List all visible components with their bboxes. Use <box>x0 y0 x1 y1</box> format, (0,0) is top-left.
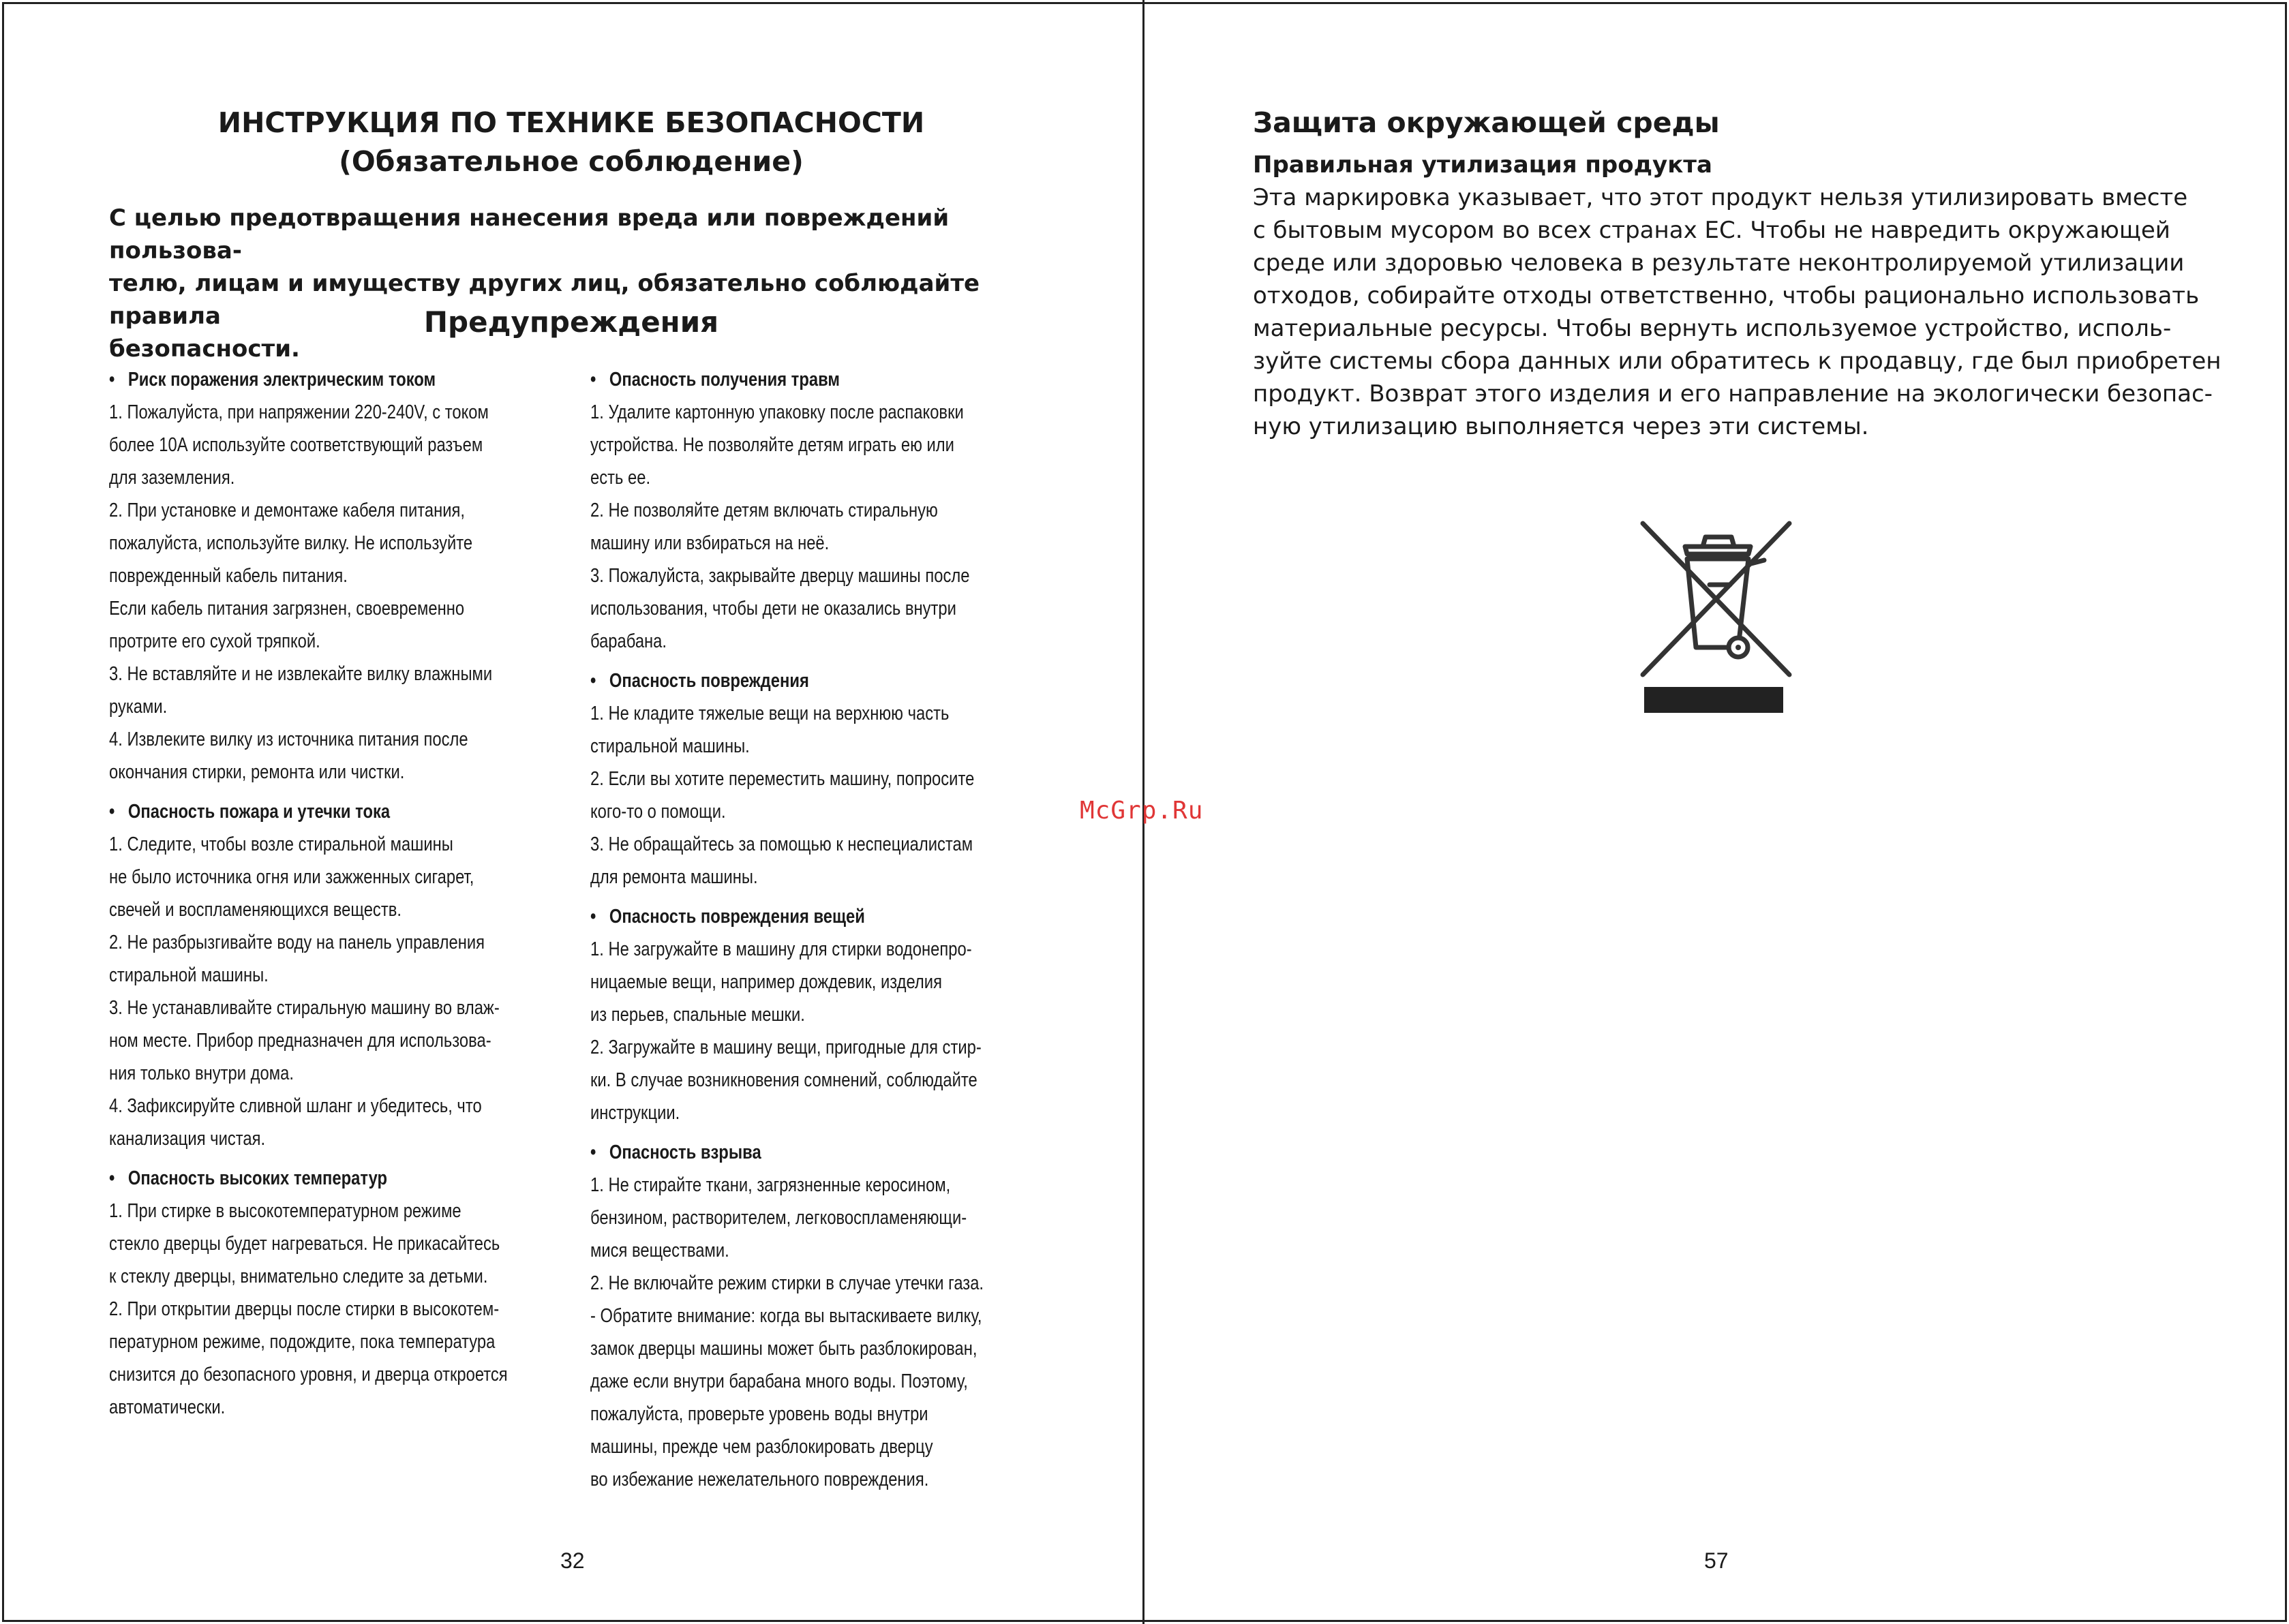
warning-line: 2. При установке и демонтаже кабеля питания, <box>109 500 466 521</box>
warning-line: ном месте. Прибор предназначен для использова- <box>109 1030 491 1052</box>
warning-line: есть ее. <box>590 467 651 489</box>
warning-section <box>590 1136 984 1496</box>
warning-title-text: Опасность высоких температур <box>127 1167 388 1189</box>
page-number: 57 <box>1704 1548 1729 1573</box>
warning-line: пературном режиме, подождите, пока температура <box>109 1331 496 1353</box>
warning-line: кого-то о помощи. <box>590 801 726 823</box>
warning-line: бензином, растворителем, легковоспламеняющи- <box>590 1207 967 1229</box>
intro-line: безопасности. <box>109 335 300 363</box>
disposal-line: продукт. Возврат этого изделия и его направление на экологически безопас- <box>1253 380 2213 408</box>
warning-line: для ремонта машины. <box>590 866 758 888</box>
warnings-heading: Предупреждения <box>423 305 719 339</box>
bullet-icon: • <box>109 1167 115 1189</box>
intro-line: С целью предотвращения нанесения вреда или повреждений пользова- <box>109 204 950 264</box>
warning-line: 1. Пожалуйста, при напряжении 220-240V, с током <box>109 401 489 423</box>
warning-line: руками. <box>109 696 168 718</box>
warning-section <box>109 363 508 788</box>
watermark: McGrp.Ru <box>1080 797 1204 825</box>
warning-line: свечей и воспламеняющихся веществ. <box>109 899 401 921</box>
warning-line: снизится до безопасного уровня, и дверца откроется <box>109 1364 508 1385</box>
bullet-icon: • <box>590 670 596 692</box>
warning-line: 1. Не стирайте ткани, загрязненные керосином, <box>590 1174 951 1196</box>
warning-line: 1. При стирке в высокотемпературном режиме <box>109 1200 461 1222</box>
warning-line: 1. Следите, чтобы возле стиральной машины <box>109 833 453 855</box>
warning-section <box>590 363 984 658</box>
disposal-line: отходов, собирайте отходы ответственно, чтобы рационально использовать <box>1253 282 2200 309</box>
warning-section-title <box>109 795 508 828</box>
warning-line: канализация чистая. <box>109 1128 266 1150</box>
warning-line: автоматически. <box>109 1396 226 1418</box>
page-title: ИНСТРУКЦИЯ ПО ТЕХНИКЕ БЕЗОПАСНОСТИ <box>217 106 925 139</box>
warning-section-title <box>109 1162 508 1195</box>
warning-line: 2. Не включайте режим стирки в случае утечки газа. <box>590 1272 984 1294</box>
warning-line: 2. Не разбрызгивайте воду на панель управления <box>109 932 485 953</box>
disposal-subtitle: Правильная утилизация продукта <box>1253 151 1712 179</box>
warning-line: 1. Не загружайте в машину для стирки водонепро- <box>590 938 972 960</box>
warning-section-title <box>590 900 984 933</box>
warning-line: ницаемые вещи, например дождевик, изделия <box>590 971 942 993</box>
warning-line: пожалуйста, используйте вилку. Не используйте <box>109 532 473 554</box>
warning-line: 2. При открытии дверцы после стирки в высокотем- <box>109 1298 500 1320</box>
warning-title-text: Риск поражения электрическим током <box>127 369 436 390</box>
warning-title-text: Опасность повреждения вещей <box>609 906 865 928</box>
warning-section-title <box>109 363 508 396</box>
bullet-icon: • <box>590 1142 596 1163</box>
warning-line: 3. Пожалуйста, закрывайте дверцу машины после <box>590 565 970 587</box>
warning-title-text: Опасность повреждения <box>609 670 809 692</box>
warning-line: ки. В случае возникновения сомнений, соблюдайте <box>590 1069 977 1091</box>
warning-line: стиральной машины. <box>590 735 750 757</box>
page-subtitle: (Обязательное соблюдение) <box>339 145 804 178</box>
warning-line: замок дверцы машины может быть разблокирован, <box>590 1338 977 1360</box>
crossed-out-wheelie-bin-icon <box>1636 517 1800 718</box>
warnings-column-1 <box>109 363 508 1430</box>
warning-line: машину или взбираться на неё. <box>590 532 830 554</box>
warning-line: стиральной машины. <box>109 964 269 986</box>
warning-line: поврежденный кабель питания. <box>109 565 348 587</box>
environment-title: Защита окружающей среды <box>1253 106 1720 139</box>
warning-section <box>109 795 508 1155</box>
warning-line: окончания стирки, ремонта или чистки. <box>109 761 405 783</box>
warning-line: устройства. Не позволяйте детям играть ею или <box>590 434 954 456</box>
warning-line: Если кабель питания загрязнен, своевременно <box>109 598 465 619</box>
disposal-paragraph <box>1253 181 2221 443</box>
page-number: 32 <box>560 1548 585 1573</box>
warning-title-text: Опасность пожара и утечки тока <box>127 801 391 823</box>
warning-line: 2. Не позволяйте детям включать стиральную <box>590 500 938 521</box>
warning-line: 1. Не кладите тяжелые вещи на верхнюю часть <box>590 703 950 724</box>
disposal-line: материальные ресурсы. Чтобы вернуть используемое устройство, исполь- <box>1253 315 2172 342</box>
disposal-line: ную утилизацию выполняется через эти системы. <box>1253 413 1869 440</box>
warnings-column-2 <box>590 363 984 1503</box>
warning-title-text: Опасность взрыва <box>609 1142 761 1163</box>
warning-line: из перьев, спальные мешки. <box>590 1004 805 1026</box>
warning-line: - Обратите внимание: когда вы вытаскиваете вилку, <box>590 1305 982 1327</box>
disposal-line: Эта маркировка указывает, что этот продукт нельзя утилизировать вместе <box>1253 184 2188 211</box>
warning-line: стекло дверцы будет нагреваться. Не прикасайтесь <box>109 1233 500 1255</box>
warning-section-title <box>590 363 984 396</box>
warning-line: 4. Извлеките вилку из источника питания после <box>109 729 468 750</box>
warning-line: ния только внутри дома. <box>109 1062 294 1084</box>
warning-line: к стеклу дверцы, внимательно следите за детьми. <box>109 1266 488 1287</box>
warning-section <box>109 1162 508 1424</box>
warning-line: машины, прежде чем разблокировать дверцу <box>590 1436 933 1458</box>
warning-line: протрите его сухой тряпкой. <box>109 630 320 652</box>
warning-section-title <box>590 1136 984 1169</box>
warning-line: во избежание нежелательного повреждения. <box>590 1469 929 1490</box>
bullet-icon: • <box>109 369 115 390</box>
disposal-line: с бытовым мусором во всех странах ЕС. Чтобы не навредить окружающей <box>1253 217 2170 244</box>
warning-line: 2. Загружайте в машину вещи, пригодные для стир- <box>590 1037 982 1058</box>
warning-line: 2. Если вы хотите переместить машину, попросите <box>590 768 975 790</box>
bullet-icon: • <box>590 369 596 390</box>
warning-line: 3. Не вставляйте и не извлекайте вилку влажными <box>109 663 493 685</box>
left-page <box>0 0 1142 1624</box>
warning-section <box>590 900 984 1129</box>
bullet-icon: • <box>590 906 596 928</box>
warning-section <box>590 664 984 893</box>
warning-line: даже если внутри барабана много воды. Поэтому, <box>590 1370 968 1392</box>
warning-line: 3. Не устанавливайте стиральную машину во влаж- <box>109 997 500 1019</box>
warning-line: использования, чтобы дети не оказались внутри <box>590 598 956 619</box>
disposal-line: среде или здоровью человека в результате неконтролируемой утилизации <box>1253 249 2185 277</box>
intro-line: телю, лицам и имуществу других лиц, обязательно соблюдайте правила <box>109 270 980 330</box>
warning-line: для заземления. <box>109 467 235 489</box>
warning-title-text: Опасность получения травм <box>609 369 840 390</box>
warning-line: инструкции. <box>590 1102 680 1124</box>
warning-line: пожалуйста, проверьте уровень воды внутри <box>590 1403 928 1425</box>
warning-section-title <box>590 664 984 697</box>
warning-line: 1. Удалите картонную упаковку после распаковки <box>590 401 964 423</box>
warning-line: 3. Не обращайтесь за помощью к неспециалистам <box>590 833 973 855</box>
warning-line: более 10А используйте соответствующий разъем <box>109 434 483 456</box>
warning-line: 4. Зафиксируйте сливной шланг и убедитесь, что <box>109 1095 482 1117</box>
warning-line: мися веществами. <box>590 1240 729 1261</box>
bullet-icon: • <box>109 801 115 823</box>
warning-line: не было источника огня или зажженных сигарет, <box>109 866 474 888</box>
warning-line: барабана. <box>590 630 667 652</box>
disposal-line: зуйте системы сбора данных или обратитесь к продавцу, где был приобретен <box>1253 348 2222 375</box>
